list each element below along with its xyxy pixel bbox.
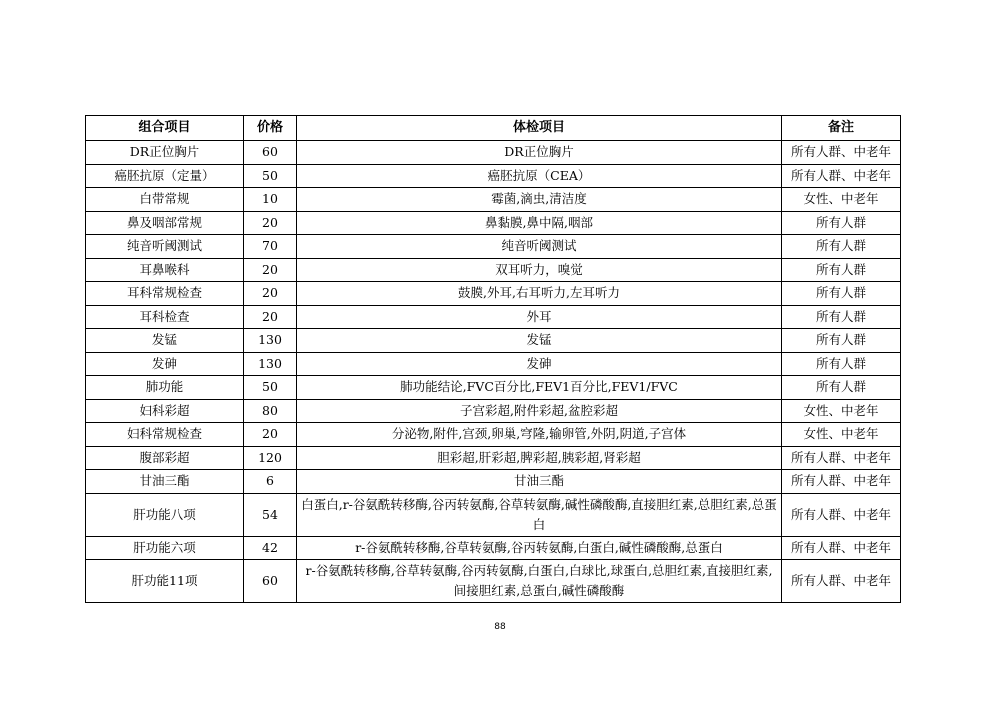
table-row xyxy=(86,305,901,329)
exam-items-table xyxy=(85,115,901,603)
cell-combo: 耳鼻喉科 xyxy=(86,258,244,282)
header-note: 备注 xyxy=(782,116,901,141)
table-row xyxy=(86,470,901,494)
table-row xyxy=(86,560,901,603)
cell-note: 女性、中老年 xyxy=(782,188,901,212)
cell-items: r-谷氨酰转移酶,谷草转氨酶,谷丙转氨酶,白蛋白,碱性磷酸酶,总蛋白 xyxy=(297,536,782,560)
cell-items: 白蛋白,r-谷氨酰转移酶,谷丙转氨酶,谷草转氨酶,碱性磷酸酶,直接胆红素,总胆红素,总蛋白 xyxy=(297,493,782,536)
cell-note: 所有人群、中老年 xyxy=(782,536,901,560)
cell-items: 肺功能结论,FVC百分比,FEV1百分比,FEV1/FVC xyxy=(297,376,782,400)
cell-price: 20 xyxy=(244,258,297,282)
table-row xyxy=(86,536,901,560)
cell-combo: 耳科检查 xyxy=(86,305,244,329)
cell-price: 20 xyxy=(244,423,297,447)
table-row xyxy=(86,188,901,212)
header-combo: 组合项目 xyxy=(86,116,244,141)
cell-note: 所有人群 xyxy=(782,352,901,376)
table-row xyxy=(86,446,901,470)
cell-combo: 鼻及咽部常规 xyxy=(86,211,244,235)
cell-price: 50 xyxy=(244,376,297,400)
cell-items: 发砷 xyxy=(297,352,782,376)
header-price: 价格 xyxy=(244,116,297,141)
cell-price: 60 xyxy=(244,141,297,165)
cell-price: 20 xyxy=(244,211,297,235)
page-number: 88 xyxy=(494,622,506,632)
cell-price: 70 xyxy=(244,235,297,259)
cell-items: 霉菌,滴虫,清洁度 xyxy=(297,188,782,212)
table-row xyxy=(86,164,901,188)
table-row xyxy=(86,493,901,536)
cell-combo: 肝功能六项 xyxy=(86,536,244,560)
table-header-row xyxy=(86,116,901,141)
cell-price: 80 xyxy=(244,399,297,423)
table-row xyxy=(86,376,901,400)
cell-items: 鼻黏膜,鼻中隔,咽部 xyxy=(297,211,782,235)
cell-items: 子宫彩超,附件彩超,盆腔彩超 xyxy=(297,399,782,423)
cell-combo: 耳科常规检查 xyxy=(86,282,244,306)
cell-price: 6 xyxy=(244,470,297,494)
table-row xyxy=(86,141,901,165)
cell-combo: 妇科常规检查 xyxy=(86,423,244,447)
cell-price: 10 xyxy=(244,188,297,212)
cell-note: 所有人群、中老年 xyxy=(782,164,901,188)
table-row xyxy=(86,423,901,447)
cell-items: 发锰 xyxy=(297,329,782,353)
table-body xyxy=(86,141,901,603)
cell-price: 20 xyxy=(244,282,297,306)
table-row xyxy=(86,258,901,282)
cell-items: 鼓膜,外耳,右耳听力,左耳听力 xyxy=(297,282,782,306)
cell-combo: 发锰 xyxy=(86,329,244,353)
cell-items: 纯音听阈测试 xyxy=(297,235,782,259)
cell-note: 女性、中老年 xyxy=(782,423,901,447)
table-row xyxy=(86,329,901,353)
cell-items: r-谷氨酰转移酶,谷草转氨酶,谷丙转氨酶,白蛋白,白球比,球蛋白,总胆红素,直接胆红素,间接胆红素,总蛋白,碱性磷酸酶 xyxy=(297,560,782,603)
cell-note: 所有人群 xyxy=(782,282,901,306)
header-items: 体检项目 xyxy=(297,116,782,141)
cell-combo: 甘油三酯 xyxy=(86,470,244,494)
cell-note: 所有人群 xyxy=(782,258,901,282)
cell-price: 54 xyxy=(244,493,297,536)
cell-combo: 腹部彩超 xyxy=(86,446,244,470)
cell-items: 分泌物,附件,宫颈,卵巢,穹隆,输卵管,外阴,阴道,子宫体 xyxy=(297,423,782,447)
cell-combo: 肝功能八项 xyxy=(86,493,244,536)
cell-note: 所有人群 xyxy=(782,376,901,400)
table-row xyxy=(86,235,901,259)
cell-note: 所有人群 xyxy=(782,235,901,259)
table-row xyxy=(86,211,901,235)
cell-items: 甘油三酯 xyxy=(297,470,782,494)
cell-combo: 肝功能11项 xyxy=(86,560,244,603)
cell-note: 所有人群、中老年 xyxy=(782,141,901,165)
cell-combo: 发砷 xyxy=(86,352,244,376)
cell-items: DR正位胸片 xyxy=(297,141,782,165)
cell-combo: DR正位胸片 xyxy=(86,141,244,165)
cell-note: 所有人群 xyxy=(782,329,901,353)
cell-note: 所有人群、中老年 xyxy=(782,560,901,603)
cell-note: 所有人群 xyxy=(782,305,901,329)
cell-items: 癌胚抗原（CEA） xyxy=(297,164,782,188)
cell-price: 20 xyxy=(244,305,297,329)
cell-items: 双耳听力，嗅觉 xyxy=(297,258,782,282)
cell-price: 42 xyxy=(244,536,297,560)
cell-items: 胆彩超,肝彩超,脾彩超,胰彩超,肾彩超 xyxy=(297,446,782,470)
cell-combo: 妇科彩超 xyxy=(86,399,244,423)
cell-price: 130 xyxy=(244,329,297,353)
cell-combo: 肺功能 xyxy=(86,376,244,400)
cell-note: 女性、中老年 xyxy=(782,399,901,423)
cell-note: 所有人群 xyxy=(782,211,901,235)
cell-price: 50 xyxy=(244,164,297,188)
table-row xyxy=(86,282,901,306)
cell-price: 120 xyxy=(244,446,297,470)
cell-combo: 纯音听阈测试 xyxy=(86,235,244,259)
cell-items: 外耳 xyxy=(297,305,782,329)
cell-note: 所有人群、中老年 xyxy=(782,446,901,470)
table-row xyxy=(86,352,901,376)
cell-combo: 白带常规 xyxy=(86,188,244,212)
cell-note: 所有人群、中老年 xyxy=(782,470,901,494)
table-row xyxy=(86,399,901,423)
cell-note: 所有人群、中老年 xyxy=(782,493,901,536)
cell-price: 60 xyxy=(244,560,297,603)
cell-combo: 癌胚抗原（定量） xyxy=(86,164,244,188)
cell-price: 130 xyxy=(244,352,297,376)
